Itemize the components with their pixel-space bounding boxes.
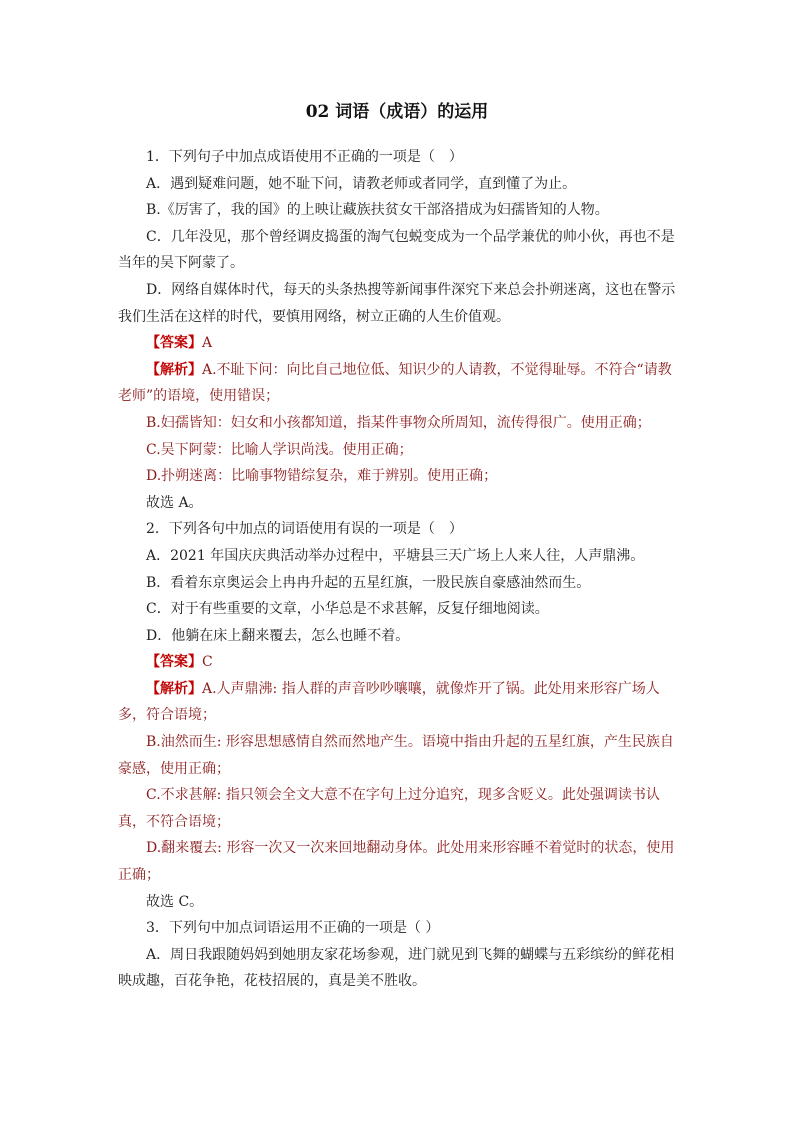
analysis-tag: 【解析】 (146, 680, 202, 697)
q1-option-c: C．几年没见，那个曾经调皮捣蛋的淘气包蜕变成为一个品学兼优的帅小伙，再也不是当年的吴下阿蒙了。 (118, 228, 675, 272)
answer-tag: 【答案】 (146, 654, 202, 671)
q1-option-b: B.《厉害了，我的国》的上映让藏族扶贫女干部洛措成为妇孺皆知的人物。 (146, 202, 609, 219)
q3-option-a: A．周日我跟随妈妈到她朋友家花场参观，进门就见到飞舞的蝴蝶与五彩缤纷的鲜花相映成趣，百花争艳，花枝招展的，真是美不胜收。 (118, 946, 675, 990)
q2-stem: 2．下列各句中加点的词语使用有误的一项是（ ） (146, 521, 463, 538)
analysis-tag: 【解析】 (146, 361, 202, 378)
q2-analysis-1 (118, 676, 678, 729)
q1-analysis-3: C.吴下阿蒙：比喻人学识尚浅。使用正确； (146, 441, 413, 458)
q2-answer (118, 649, 678, 676)
q1-option-d: D．网络自媒体时代，每天的头条热搜等新闻事件深究下来总会扑朔迷离，这也在警示我们生活在这样的时代，要慎用网络，树立正确的人生价值观。 (118, 281, 676, 325)
q2-option-c: C．对于有些重要的文章，小华总是不求甚解，反复仔细地阅读。 (146, 601, 549, 618)
q2-option-d: D．他躺在床上翻来覆去，怎么也睡不着。 (146, 627, 410, 644)
page-title: 02 词语（成语）的运用 (305, 102, 489, 122)
analysis-text: A.不耻下问：向比自己地位低、知识少的人请教，不觉得耻辱。不符合“请教老师”的语境，使用错误； (118, 361, 672, 405)
analysis-text: A.人声鼎沸: 指人群的声音吵吵嚷嚷，就像炸开了锅。此处用来形容广场人多，符合语境； (118, 680, 660, 724)
document-body (118, 144, 678, 995)
answer-value: C (202, 654, 213, 671)
q1-conclusion: 故选 A。 (146, 494, 203, 511)
q1-analysis-1 (118, 357, 678, 410)
q1-analysis-2: B.妇孺皆知：妇女和小孩都知道，指某件事物众所周知，流传得很广。使用正确； (146, 414, 651, 431)
q1-stem: 1．下列句子中加点成语使用不正确的一项是（ ） (146, 149, 463, 165)
q1-option-a: A．遇到疑难问题，她不耻下问，请教老师或者同学，直到懂了为止。 (146, 175, 577, 192)
answer-tag: 【答案】 (146, 335, 202, 352)
q2-analysis-3: C.不求甚解: 指只领会全文大意不在字句上过分追究，现多含贬义。此处强调读书认真，不符合语境； (118, 787, 660, 830)
q2-analysis-2: B.油然而生: 形容思想感情自然而然地产生。语境中指由升起的五星红旗，产生民族自豪感，使用正确； (118, 734, 674, 777)
q2-analysis-4: D.翻来覆去: 形容一次又一次来回地翻动身体。此处用来形容睡不着觉时的状态，使用正确； (118, 840, 675, 884)
q1-analysis-4: D.扑朔迷离：比喻事物错综复杂，难于辨别。使用正确； (146, 468, 498, 485)
q1-answer (118, 330, 678, 357)
q3-stem: 3．下列句中加点词语运用不正确的一项是（ ） (146, 920, 440, 937)
answer-value: A (202, 335, 213, 352)
q2-option-a: A．2021 年国庆庆典活动举办过程中，平塘县三天广场上人来人往，人声鼎沸。 (146, 547, 645, 564)
q2-option-b: B．看着东京奥运会上冉冉升起的五星红旗，一股民族自豪感油然而生。 (146, 574, 591, 591)
q2-conclusion: 故选 C。 (146, 893, 204, 910)
